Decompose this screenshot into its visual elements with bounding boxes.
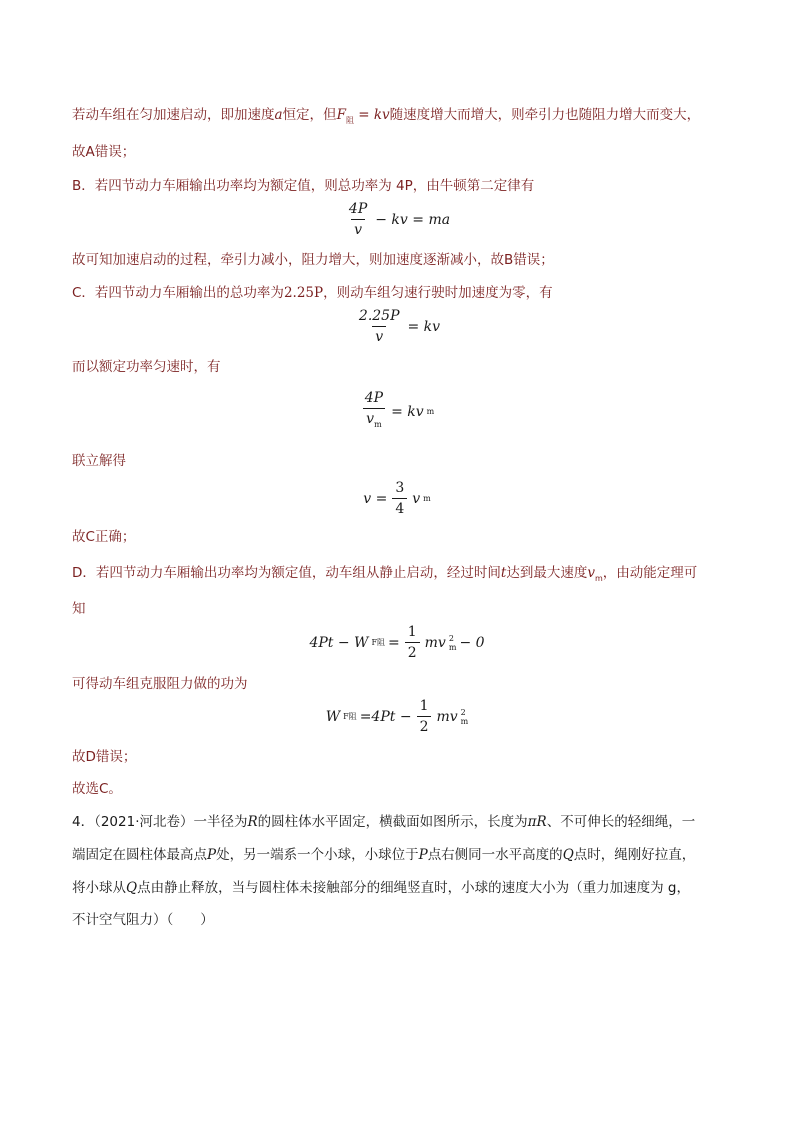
math-variable: P: [418, 847, 428, 863]
equation-2: [0, 308, 794, 345]
denominator: 2: [417, 716, 432, 735]
text-segment: 将小球从: [72, 880, 126, 896]
numerator: 3: [395, 480, 405, 496]
text-segment: 点右侧同一水平高度的: [427, 847, 563, 863]
equation-middle: =4Pt −: [359, 708, 412, 725]
math-subscript: 阻: [345, 116, 354, 125]
question-line: [72, 879, 732, 897]
text-line: 而以额定功率匀速时，有: [72, 359, 221, 375]
denominator-var: v: [366, 411, 375, 427]
equation-lhs: v =: [363, 490, 388, 507]
math-variable: F: [336, 107, 346, 123]
math-variable: Q: [126, 880, 138, 896]
math-expression: = kv: [353, 107, 390, 123]
text-segment: 随速度增大而增大，则牵引力也随阻力增大而变大，: [389, 107, 701, 123]
text-line: [72, 106, 732, 130]
text-segment: 点时，绳刚好拉直，: [573, 847, 696, 863]
text-segment: 点由静止释放，当与圆柱体未接触部分的细绳竖直时，小球的速度大小为（重力加速度为 g，: [137, 880, 690, 896]
math-variable: t: [500, 565, 507, 581]
equals-sign: =: [388, 634, 400, 651]
equation-1: [0, 201, 794, 238]
math-variable: P: [207, 847, 217, 863]
text-line: 联立解得: [72, 453, 126, 469]
text-line: 故选C。: [72, 781, 122, 797]
math-subscript: F阻: [371, 638, 385, 647]
text-segment: ，则动车组匀速行驶时加速度为零，有: [323, 285, 553, 301]
math-variable: Q: [562, 847, 574, 863]
text-segment: 端固定在圆柱体最高点: [72, 847, 207, 863]
math-value: 2.25P: [283, 285, 324, 301]
text-segment: 4．（2021·河北卷）一半径为: [72, 814, 248, 830]
equation-rest: − kv = ma: [375, 211, 451, 228]
text-segment: 达到最大速度: [506, 565, 588, 581]
math-supsub: [449, 634, 457, 652]
math-variable: v: [587, 565, 595, 581]
math-subscript: m: [423, 494, 431, 503]
fraction: [392, 480, 407, 517]
text-segment: 、不可伸长的轻细绳，一: [546, 814, 696, 830]
text-segment: ，由动能定理可: [602, 565, 698, 581]
text-line: [72, 564, 732, 588]
equation-4: [0, 480, 794, 517]
math-variable: πR: [527, 814, 547, 830]
numerator: 1: [407, 624, 417, 640]
equation-tail: − 0: [459, 634, 485, 651]
text-line: 故A错误；: [72, 144, 136, 160]
text-line: 故C正确；: [72, 529, 136, 545]
question-line: [72, 846, 732, 864]
question-line: [72, 813, 732, 831]
math-supsub: [461, 708, 469, 726]
math-subscript: m: [594, 574, 603, 583]
text-segment: 处，另一端系一个小球，小球位于: [216, 847, 419, 863]
text-line: B．若四节动力车厢输出功率均为额定值，则总功率为 4P，由牛顿第二定律有: [72, 178, 535, 194]
math-subscript: m: [426, 407, 435, 416]
equation-3: [0, 390, 794, 433]
fraction: [362, 390, 386, 433]
text-segment: 恒定，但: [282, 107, 337, 123]
numerator: 4P: [364, 390, 384, 406]
equation-6: [0, 698, 794, 735]
equation-5: [0, 624, 794, 661]
fraction: [417, 698, 432, 735]
text-segment: 的圆柱体水平固定，横截面如图所示，长度为: [257, 814, 528, 830]
text-line: [72, 284, 732, 302]
equation-rest: = kv: [391, 403, 424, 420]
denominator: 4: [392, 498, 407, 517]
question-line: 不计空气阻力）（ ）: [72, 912, 214, 928]
math-subscript: m: [374, 420, 382, 429]
numerator: 2.25P: [358, 308, 400, 324]
equation-lhs: 4Pt − W: [309, 634, 369, 651]
text-line: 故可知加速启动的过程，牵引力减小，阻力增大，则加速度逐渐减小，故B错误；: [72, 252, 554, 268]
math-variable: R: [247, 814, 258, 830]
equation-rest: mv: [436, 708, 458, 725]
math-superscript: 2: [460, 707, 466, 717]
denominator: [363, 408, 385, 433]
denominator: 2: [405, 642, 420, 661]
equation-lhs: W: [325, 708, 341, 725]
math-subscript: F阻: [343, 712, 357, 721]
math-superscript: 2: [448, 633, 454, 643]
text-line: 故D错误；: [72, 749, 137, 765]
math-variable: a: [274, 107, 283, 123]
fraction: [356, 308, 403, 345]
equation-rest: mv: [424, 634, 446, 651]
equation-rest: = kv: [407, 318, 441, 335]
text-segment: 若动车组在匀加速启动，即加速度: [72, 107, 275, 123]
math-subscript: m: [460, 716, 469, 726]
fraction: [346, 201, 370, 238]
numerator: 1: [419, 698, 429, 714]
denominator: v: [372, 326, 386, 345]
text-segment: C．若四节动力车厢输出的总功率为: [72, 285, 284, 301]
math-subscript: m: [448, 642, 457, 652]
text-line: 知: [72, 601, 86, 617]
equation-rest: v: [412, 490, 421, 507]
text-line: 可得动车组克服阻力做的功为: [72, 676, 248, 692]
text-segment: D．若四节动力车厢输出功率均为额定值，动车组从静止启动，经过时间: [72, 565, 501, 581]
numerator: 4P: [348, 201, 368, 217]
fraction: [405, 624, 420, 661]
denominator: v: [351, 219, 365, 238]
